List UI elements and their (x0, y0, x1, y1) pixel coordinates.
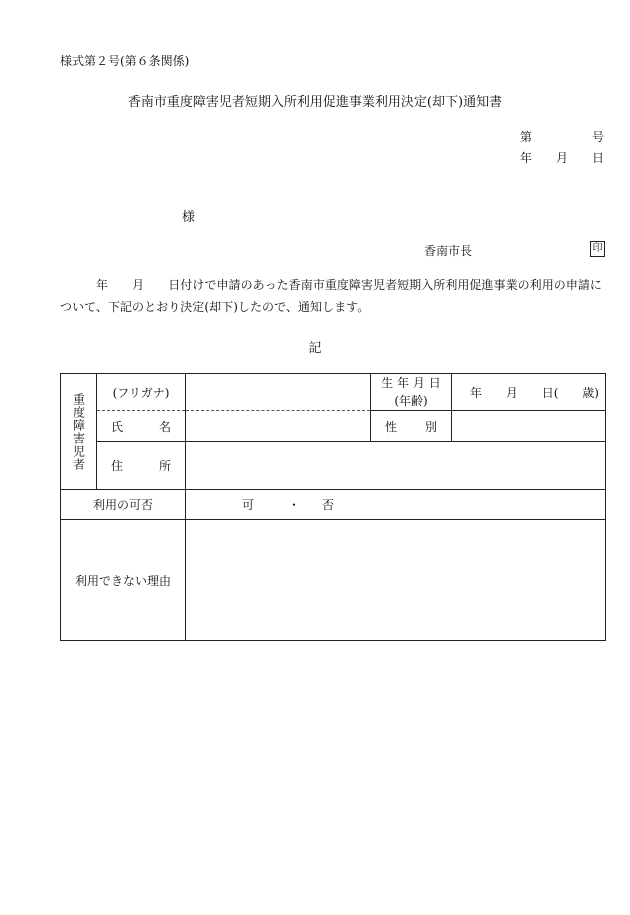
name-row (61, 411, 606, 442)
furigana-label: (フリガナ) (97, 374, 186, 411)
availability-label: 利用の可否 (61, 490, 186, 520)
availability-separator: ・ (288, 498, 301, 512)
birth-day: 日( (541, 385, 559, 400)
name-label-a: 氏 (111, 419, 124, 434)
birth-label-2: (年齢) (394, 394, 428, 408)
issue-date-month: 月 (555, 151, 568, 165)
addressee-suffix: 様 (182, 210, 196, 225)
birth-value-cell[interactable] (452, 374, 606, 411)
address-label-a: 住 (111, 459, 124, 473)
birth-month: 月 (505, 385, 518, 400)
availability-yes[interactable]: 可 (242, 498, 255, 512)
birth-label-cell (371, 374, 452, 411)
document-number-prefix: 第 (520, 130, 533, 144)
address-field[interactable] (186, 442, 606, 490)
ki-heading: 記 (308, 341, 322, 356)
person-header-cell (61, 374, 97, 490)
reason-field[interactable] (186, 520, 606, 641)
availability-row (61, 490, 606, 520)
document-number-line (520, 128, 604, 145)
issuer-name: 香南市長 (424, 244, 473, 258)
birth-year: 年 (470, 385, 483, 400)
name-field[interactable] (186, 411, 371, 442)
person-header: 重度障害児者 (71, 392, 86, 471)
issue-date-year: 年 (520, 151, 533, 165)
seal-mark: 印 (590, 241, 605, 257)
address-row (61, 442, 606, 490)
sex-label-b: 別 (424, 419, 437, 434)
name-label-b: 名 (158, 419, 171, 434)
notice-body-text: 年 月 日付けで申請のあった香南市重度障害児者短期入所利用促進事業の利用の申請について、下記のとおり決定(却下)したので、通知します。 (60, 278, 602, 314)
furigana-row (61, 374, 606, 411)
reason-row (61, 520, 606, 641)
issue-date-line (520, 149, 604, 166)
document-number-suffix: 号 (591, 130, 604, 144)
sex-label-cell (371, 411, 452, 442)
reason-label: 利用できない理由 (61, 520, 186, 641)
address-label-b: 所 (158, 459, 171, 473)
decision-table (60, 373, 606, 641)
birth-age: 歳) (582, 385, 599, 400)
issue-date-day: 日 (591, 151, 604, 165)
name-label-cell (97, 411, 186, 442)
sex-field[interactable] (452, 411, 606, 442)
availability-no[interactable]: 否 (322, 498, 335, 512)
form-number: 様式第２号(第６条関係) (60, 54, 190, 68)
availability-value-cell[interactable] (186, 490, 606, 520)
sex-label-a: 性 (385, 419, 398, 434)
birth-label-1: 生 年 月 日 (381, 376, 441, 390)
document-title: 香南市重度障害児者短期入所利用促進事業利用決定(却下)通知書 (127, 95, 503, 110)
address-label-cell (97, 442, 186, 490)
furigana-field[interactable] (186, 374, 371, 411)
